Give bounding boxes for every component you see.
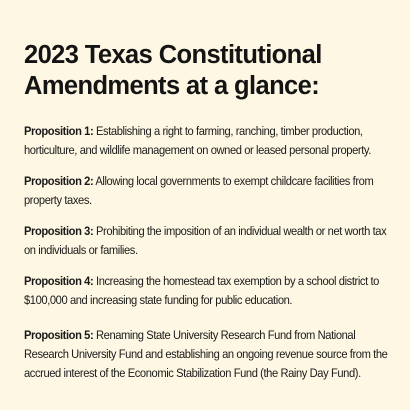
proposition-5-text: Renaming State University Research Fund from National Research University Fund and establishing an ongoing revenue source from the accrued interest of the Economic Stabilization Fund (the Rainy Day Fund). — [24, 328, 388, 380]
proposition-2 — [24, 172, 393, 210]
proposition-1 — [24, 122, 393, 160]
proposition-4-label: Proposition 4: — [24, 274, 94, 288]
proposition-4-text: Increasing the homestead tax exemption by a school district to $100,000 and increasing state funding for public education. — [24, 274, 379, 307]
proposition-4 — [24, 272, 393, 310]
proposition-1-label: Proposition 1: — [24, 124, 94, 138]
proposition-3-text: Prohibiting the imposition of an individual wealth or net worth tax on individuals or families. — [24, 224, 387, 257]
proposition-2-label: Proposition 2: — [24, 174, 94, 188]
proposition-5-label: Proposition 5: — [24, 328, 94, 342]
proposition-2-text: Allowing local governments to exempt childcare facilities from property taxes. — [24, 174, 374, 207]
title-line-1: 2023 Texas Constitutional — [24, 41, 322, 69]
proposition-5 — [24, 326, 393, 383]
proposition-3 — [24, 222, 393, 260]
proposition-1-text: Establishing a right to farming, ranching, timber production, horticulture, and wildlife management on owned or leased personal property. — [24, 124, 371, 157]
title-line-2: Amendments at a glance: — [24, 72, 320, 100]
proposition-3-label: Proposition 3: — [24, 224, 94, 238]
page-title — [24, 40, 396, 102]
